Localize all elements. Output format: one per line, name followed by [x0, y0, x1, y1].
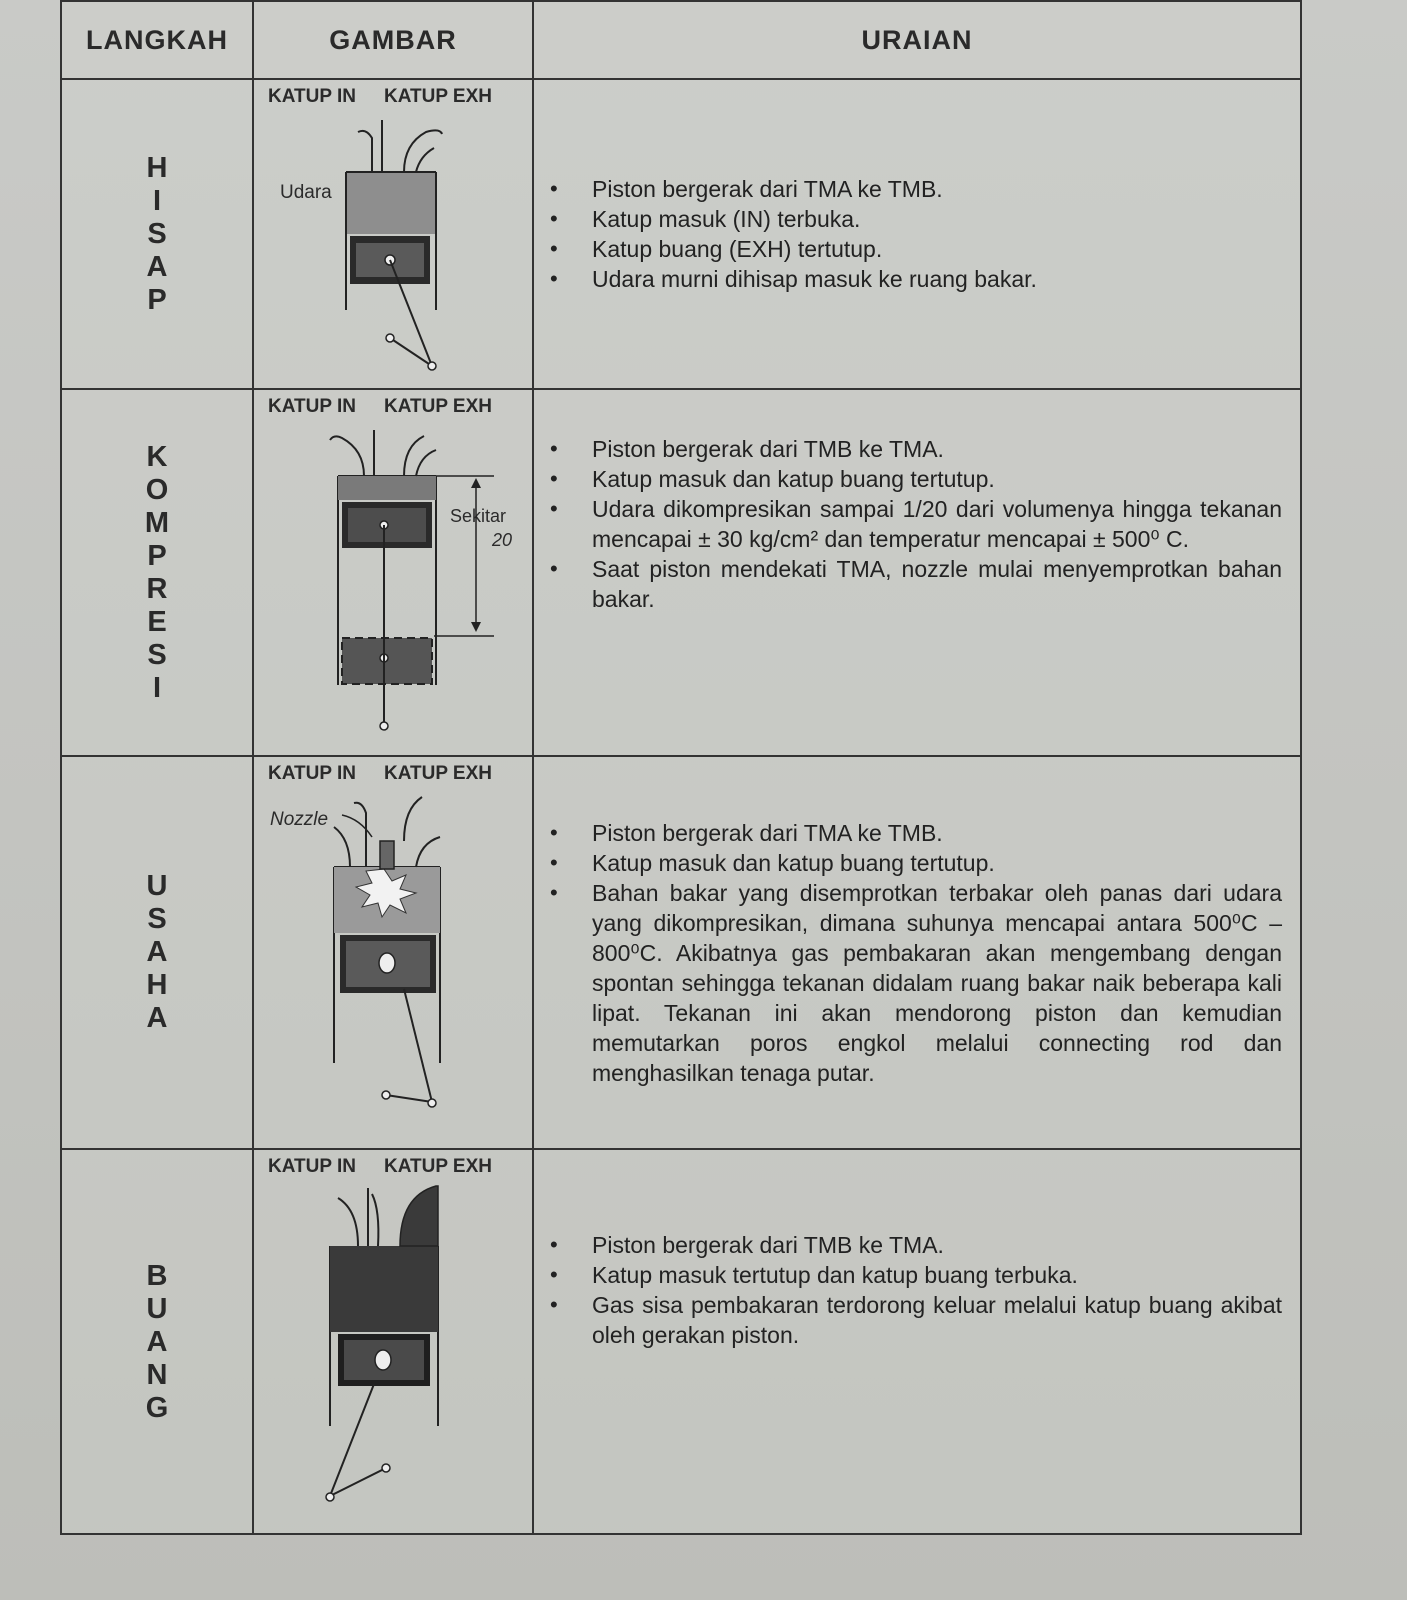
step-letter: N [146, 1359, 168, 1391]
header-gambar: GAMBAR [329, 24, 457, 55]
valve-exh-label: KATUP EXH [383, 763, 493, 784]
step-letter: S [147, 217, 167, 250]
step-letter: A [146, 1002, 168, 1034]
list-item: • Katup masuk dan katup buang tertutup. [548, 848, 1282, 878]
list-item: • Katup masuk tertutup dan katup buang terbuka. [548, 1260, 1282, 1290]
step-letter: E [147, 605, 167, 638]
distance-value: 20 [492, 530, 513, 550]
description-kompresi [534, 390, 1300, 690]
valve-in-label: KATUP IN [268, 396, 356, 417]
figure-buang [254, 1150, 532, 1535]
step-letter: R [146, 572, 168, 605]
step-letter: P [147, 539, 167, 572]
intake-piston-diagram [254, 80, 532, 388]
list-item: • Udara dikompresikan sampai 1/20 dari volumenya hingga tekanan mencapai ± 30 kg/cm² dan temperatur mencapai ± 500⁰ C. [548, 494, 1282, 554]
list-item: • Piston bergerak dari TMA ke TMB. [548, 818, 1282, 848]
bullet-list [548, 818, 1282, 1088]
step-letter: S [147, 638, 167, 671]
step-letter: I [152, 184, 162, 217]
valve-exh-label: KATUP EXH [383, 396, 493, 417]
power-piston-diagram [254, 757, 532, 1148]
step-letter: G [145, 1392, 169, 1424]
list-item: • Saat piston mendekati TMA, nozzle mulai menyemprotkan bahan bakar. [548, 554, 1282, 614]
list-item: • Katup masuk (IN) terbuka. [548, 204, 1282, 234]
header-uraian: URAIAN [861, 24, 973, 55]
step-letter: U [146, 870, 168, 902]
step-letter: O [145, 473, 169, 506]
list-item: • Piston bergerak dari TMB ke TMA. [548, 1230, 1282, 1260]
bullet-list [548, 434, 1282, 614]
air-label: Udara [280, 182, 332, 203]
header-langkah: LANGKAH [86, 24, 228, 55]
list-item: • Piston bergerak dari TMB ke TMA. [548, 434, 1282, 464]
list-item: • Gas sisa pembakaran terdorong keluar melalui katup buang akibat oleh gerakan piston. [548, 1290, 1282, 1350]
list-item: • Bahan bakar yang disemprotkan terbakar oleh panas dari udara yang dikompresikan, dimana suhunya mencapai antara 500⁰C – 800⁰C. Akibatnya gas pembakaran akan mengembang dengan spontan sehingga tekanan didalam ruang bakar naik beberapa kali lipat. Tekanan ini akan mendorong piston dan kemudian memutarkan poros engkol melalui connecting rod dan menghasilkan tenaga putar. [548, 878, 1282, 1088]
valve-in-label: KATUP IN [268, 86, 356, 107]
step-letter: S [147, 903, 167, 935]
step-letter: H [146, 969, 168, 1001]
figure-hisap [254, 80, 532, 388]
description-hisap [534, 80, 1300, 388]
step-letter: M [144, 506, 170, 539]
step-letter: B [146, 1260, 168, 1292]
step-letter: A [146, 1326, 168, 1358]
valve-in-label: KATUP IN [268, 1156, 356, 1177]
figure-kompresi [254, 390, 532, 755]
step-letter: U [146, 1293, 168, 1325]
list-item: • Katup masuk dan katup buang tertutup. [548, 464, 1282, 494]
valve-exh-label: KATUP EXH [383, 86, 493, 107]
step-usaha [62, 757, 252, 1148]
list-item: • Udara murni dihisap masuk ke ruang bakar. [548, 264, 1282, 294]
bullet-list [548, 174, 1282, 294]
exhaust-piston-diagram [254, 1150, 532, 1535]
step-letter: I [152, 671, 162, 704]
stroke-table [60, 0, 1302, 1535]
step-letter: P [147, 283, 167, 316]
step-kompresi [62, 390, 252, 755]
figure-usaha [254, 757, 532, 1148]
valve-exh-label: KATUP EXH [383, 1156, 493, 1177]
distance-label: Sekitar [450, 506, 507, 526]
step-buang [62, 1150, 252, 1535]
step-hisap [62, 80, 252, 388]
step-letter: A [146, 936, 168, 968]
nozzle-label: Nozzle [270, 809, 329, 830]
step-letter: H [146, 151, 168, 184]
description-buang [534, 1150, 1300, 1410]
list-item: • Piston bergerak dari TMA ke TMB. [548, 174, 1282, 204]
valve-in-label: KATUP IN [268, 763, 356, 784]
bullet-list [548, 1230, 1282, 1350]
description-usaha [534, 757, 1300, 1148]
step-letter: K [146, 440, 168, 473]
compression-piston-diagram [254, 390, 532, 755]
list-item: • Katup buang (EXH) tertutup. [548, 234, 1282, 264]
step-letter: A [146, 250, 168, 283]
